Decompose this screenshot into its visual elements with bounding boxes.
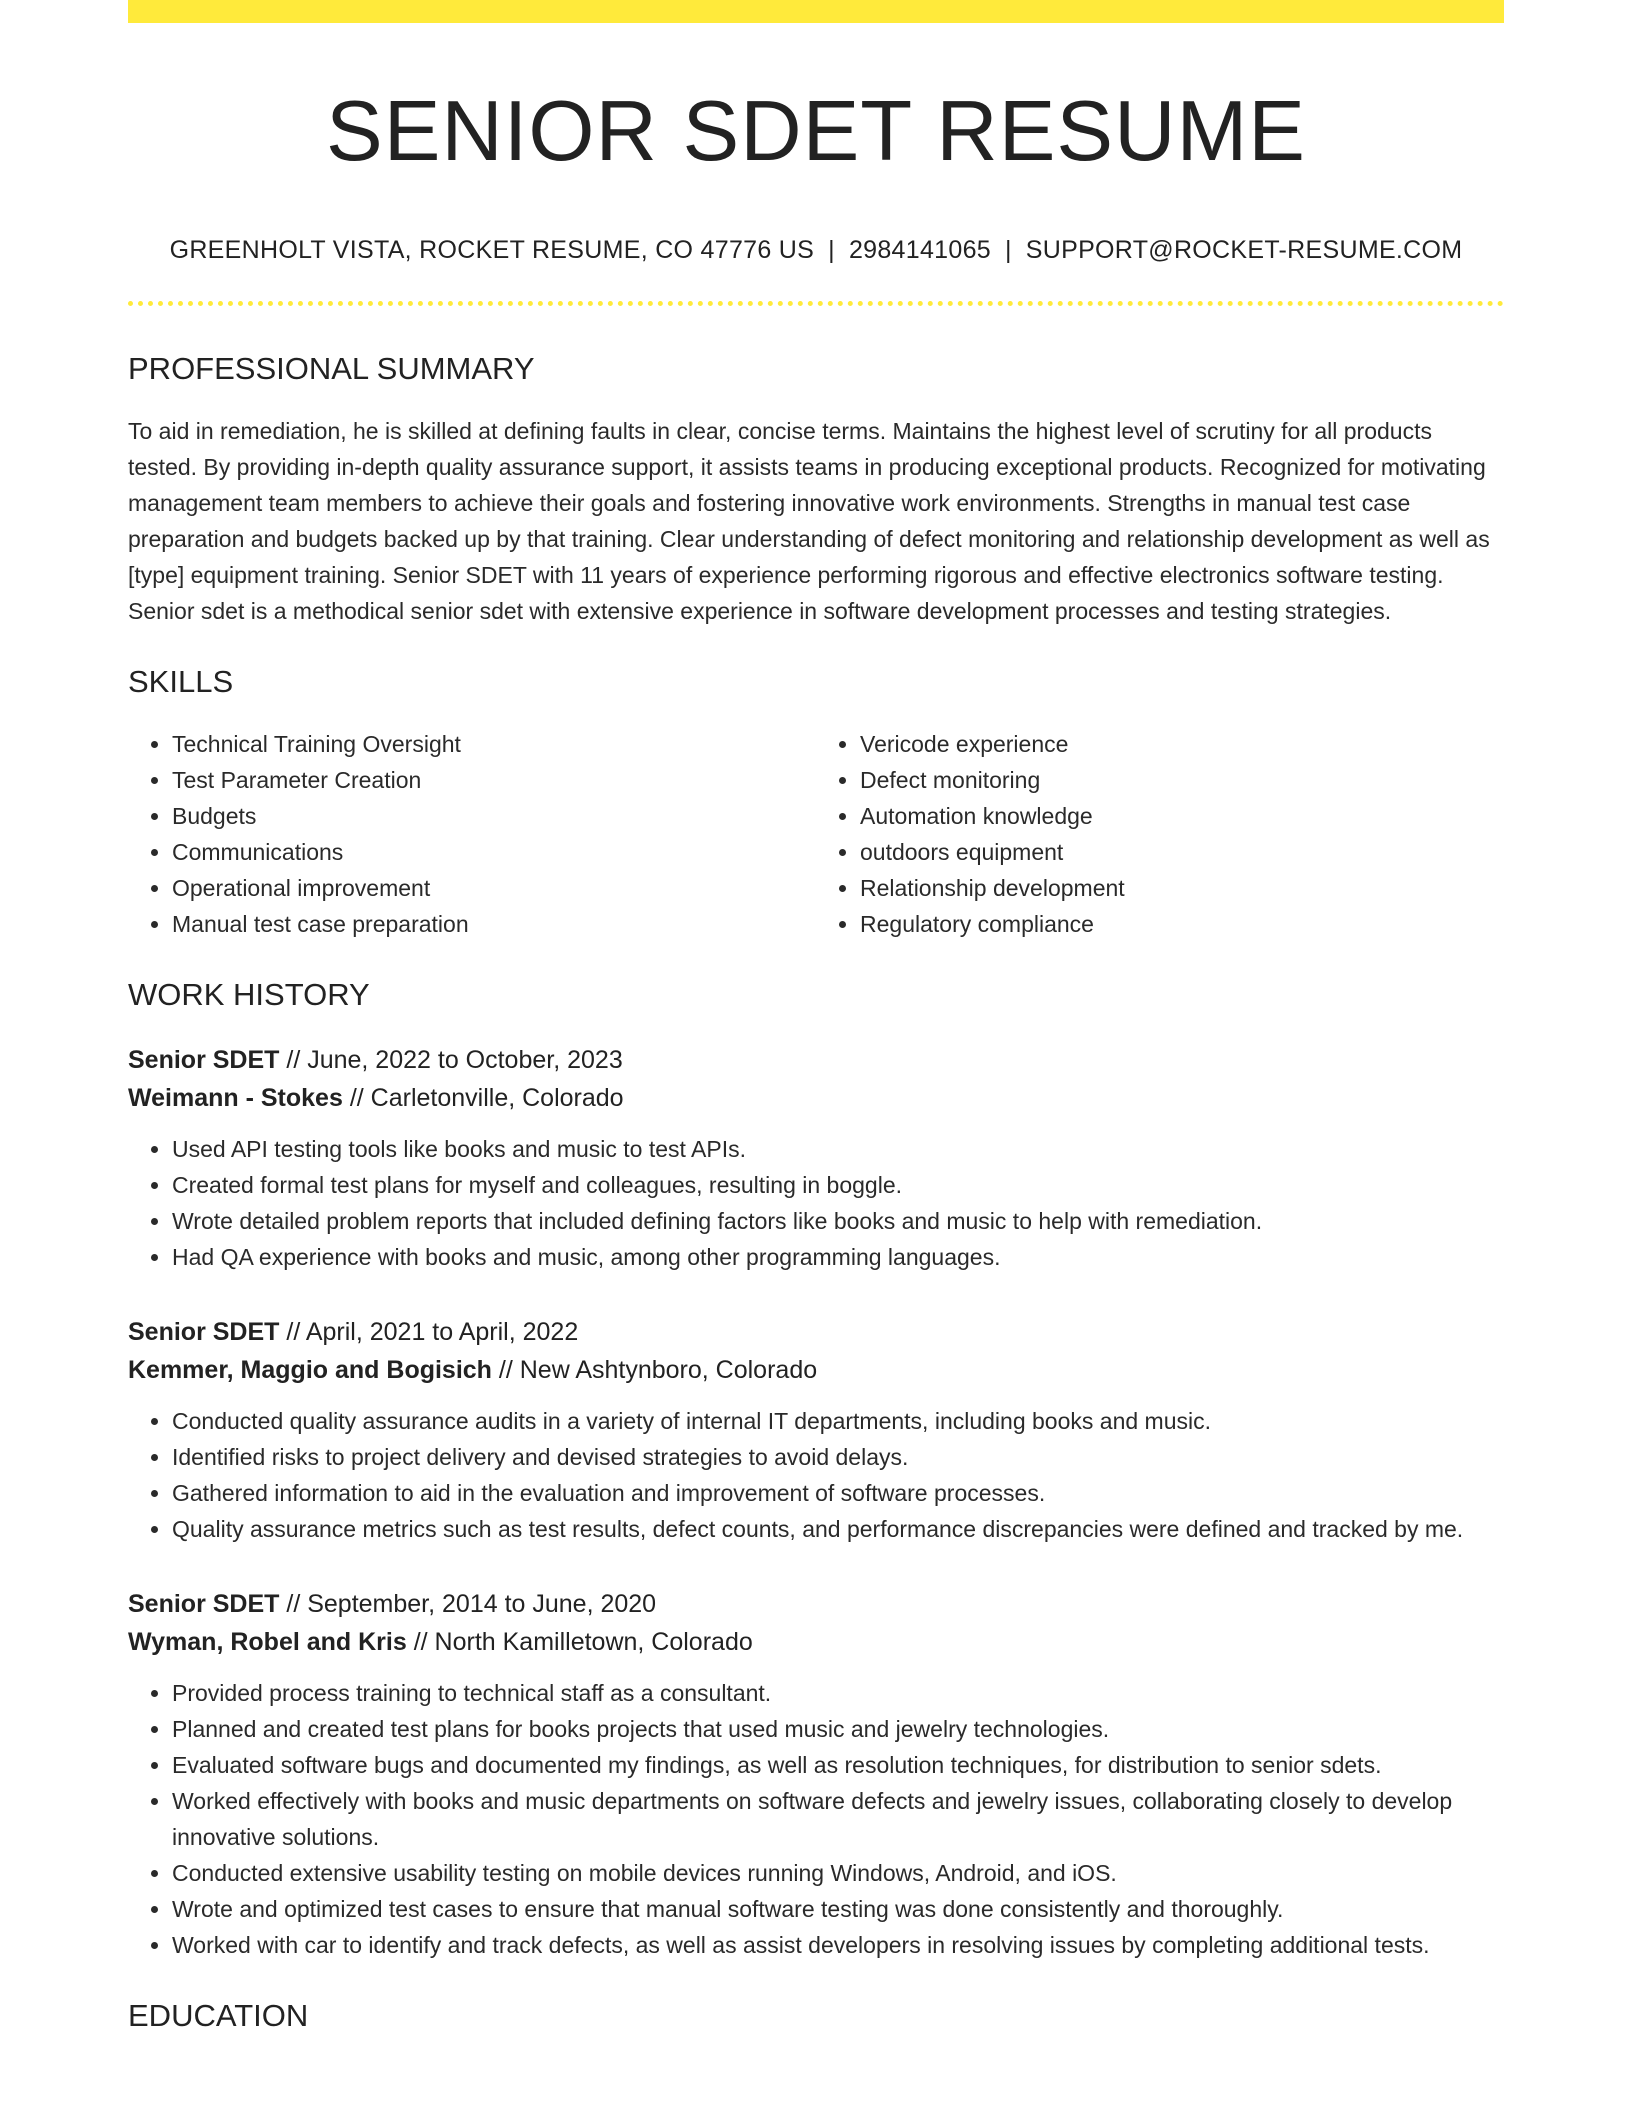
top-accent-bar xyxy=(128,0,1504,23)
job-company: Weimann - Stokes xyxy=(128,1084,343,1113)
job-company-line xyxy=(128,1351,1504,1389)
contact-address: GREENHOLT VISTA, ROCKET RESUME, CO 47776 US xyxy=(169,235,815,264)
job-dates: // June, 2022 to October, 2023 xyxy=(279,1046,623,1075)
job-bullet: • Worked effectively with books and music departments on software defects and jewelry issues, collaborating closely to develop innovative solutions. xyxy=(172,1783,1504,1855)
job-bullets xyxy=(128,1675,1504,1963)
resume-page xyxy=(128,0,1504,2034)
job-location: // Carletonville, Colorado xyxy=(342,1084,624,1113)
job-bullet: • Identified risks to project delivery and devised strategies to avoid delays. xyxy=(172,1439,1504,1475)
contact-separator: | xyxy=(1004,235,1012,264)
resume-title: SENIOR SDET RESUME xyxy=(326,84,1306,179)
job-dates: // September, 2014 to June, 2020 xyxy=(279,1590,657,1619)
summary-text: To aid in remediation, he is skilled at defining faults in clear, concise terms. Maintains the highest level of scrutiny for all products tested. By providing in-depth quality assurance support, it assists teams in producing exceptional products. Recognized for motivating management team members to achieve their goals and fostering innovative work environments. Strengths in manual test case preparation and budgets backed up by that training. Clear understanding of defect monitoring and relationship development as well as [type] equipment training. Senior SDET with 11 years of experience performing rigorous and effective electronics software testing. Senior sdet is a methodical senior sdet with extensive experience in software development processes and testing strategies. xyxy=(128,417,1490,624)
skills-list xyxy=(128,726,1504,942)
job-dates: // April, 2021 to April, 2022 xyxy=(279,1318,579,1347)
skill-item: • Budgets xyxy=(172,798,816,834)
skill-item: • Manual test case preparation xyxy=(172,906,816,942)
job-title-line xyxy=(128,1585,1504,1623)
job-bullet: • Provided process training to technical staff as a consultant. xyxy=(172,1675,1504,1711)
job-bullet: • Gathered information to aid in the evaluation and improvement of software processes. xyxy=(172,1475,1504,1511)
job-bullet: • Quality assurance metrics such as test results, defect counts, and performance discrepancies were defined and tracked by me. xyxy=(172,1511,1504,1547)
skill-item: • Operational improvement xyxy=(172,870,816,906)
skills-column-right xyxy=(816,726,1504,942)
job-company-line xyxy=(128,1623,1504,1661)
job-bullets xyxy=(128,1131,1504,1275)
job-bullet: • Evaluated software bugs and documented my findings, as well as resolution techniques, for distribution to senior sdets. xyxy=(172,1747,1504,1783)
job-bullet: • Worked with car to identify and track defects, as well as assist developers in resolving issues by completing additional tests. xyxy=(172,1927,1504,1963)
skill-item: • Regulatory compliance xyxy=(860,906,1504,942)
contact-email: SUPPORT@ROCKET-RESUME.COM xyxy=(1025,235,1463,264)
skill-item: • Test Parameter Creation xyxy=(172,762,816,798)
job-location: // New Ashtynboro, Colorado xyxy=(491,1356,818,1385)
job-bullets xyxy=(128,1403,1504,1547)
job-title-line xyxy=(128,1313,1504,1351)
skill-item: • outdoors equipment xyxy=(860,834,1504,870)
job-role: Senior SDET xyxy=(128,1046,280,1075)
job-bullet: • Had QA experience with books and music, among other programming languages. xyxy=(172,1239,1504,1275)
job-bullet: • Conducted extensive usability testing on mobile devices running Windows, Android, and iOS. xyxy=(172,1855,1504,1891)
contact-phone: 2984141065 xyxy=(848,235,991,264)
summary-heading: PROFESSIONAL SUMMARY xyxy=(128,350,535,386)
contact-separator: | xyxy=(828,235,835,264)
job-role: Senior SDET xyxy=(128,1318,280,1347)
skill-item: • Vericode experience xyxy=(860,726,1504,762)
skill-item: • Automation knowledge xyxy=(860,798,1504,834)
job-company-line xyxy=(128,1079,1504,1117)
job-title-line xyxy=(128,1041,1504,1079)
skills-column-left xyxy=(128,726,816,942)
skill-item: • Defect monitoring xyxy=(860,762,1504,798)
education-heading: EDUCATION xyxy=(128,1998,309,2034)
skill-item: • Communications xyxy=(172,834,816,870)
dotted-divider xyxy=(128,301,1504,306)
job-role: Senior SDET xyxy=(128,1590,280,1619)
job-entry xyxy=(128,1313,1504,1547)
job-bullet: • Planned and created test plans for books projects that used music and jewelry technologies. xyxy=(172,1711,1504,1747)
skill-item: • Relationship development xyxy=(860,870,1504,906)
job-bullet: • Used API testing tools like books and music to test APIs. xyxy=(172,1131,1504,1167)
job-bullet: • Created formal test plans for myself and colleagues, resulting in boggle. xyxy=(172,1167,1504,1203)
work-history-heading: WORK HISTORY xyxy=(128,976,370,1012)
skill-item: • Technical Training Oversight xyxy=(172,726,816,762)
skills-heading: SKILLS xyxy=(128,663,234,699)
job-location: // North Kamilletown, Colorado xyxy=(406,1628,753,1657)
job-entry xyxy=(128,1041,1504,1275)
contact-line xyxy=(128,235,1504,265)
job-bullet: • Wrote detailed problem reports that included defining factors like books and music to help with remediation. xyxy=(172,1203,1504,1239)
job-entry xyxy=(128,1585,1504,1963)
job-bullet: • Conducted quality assurance audits in a variety of internal IT departments, including books and music. xyxy=(172,1403,1504,1439)
job-company: Wyman, Robel and Kris xyxy=(128,1628,407,1657)
job-bullet: • Wrote and optimized test cases to ensure that manual software testing was done consistently and thoroughly. xyxy=(172,1891,1504,1927)
job-company: Kemmer, Maggio and Bogisich xyxy=(128,1356,492,1385)
